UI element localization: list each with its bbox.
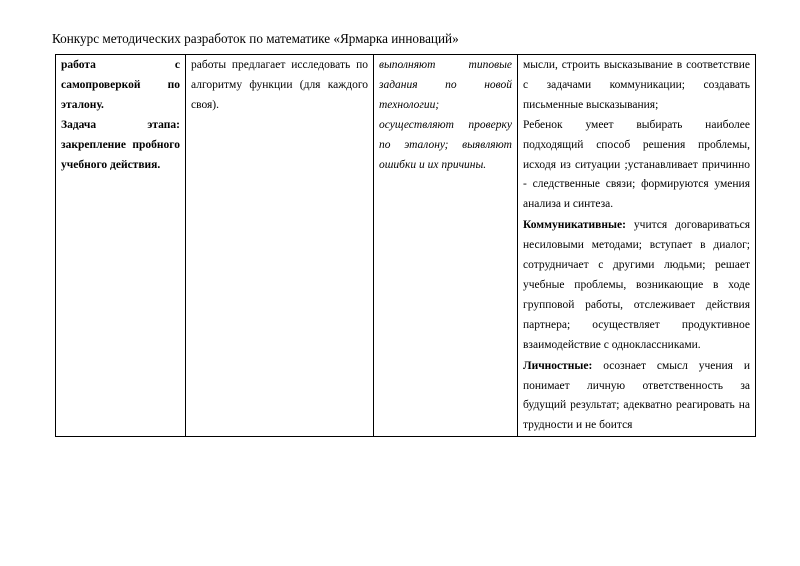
personal-text: осознает смысл учения и понимает личную ответственность за будущий результат; адекватно реагировать на трудности и не боится: [523, 359, 750, 432]
uud-paragraph-1: мысли, строить высказывание в соответствие с задачами коммуникации; создавать письменные высказывания;: [523, 59, 750, 111]
teacher-paragraph-1: работы предлагает исследовать по алгоритму функции (для каждого своя).: [191, 59, 368, 111]
uud-paragraph-personal: [523, 357, 750, 437]
cell-stage-task: [56, 55, 186, 437]
cell-learning-outcomes: [518, 55, 756, 437]
document-title: Конкурс методических разработок по математике «Ярмарка инноваций»: [52, 31, 459, 46]
communicative-text: учится договариваться несиловыми методами; вступает в диалог; сотрудничает с другими людьми; решает учебные проблемы, возникающие в ходе групповой работы, отслеживает действия партнера; осуществляет продуктивное взаимодействие с одноклассниками.: [523, 219, 750, 351]
cell-students-activity: [374, 55, 518, 437]
personal-label: Личностные:: [523, 359, 593, 372]
stage-paragraph-2: Задача этапа: закрепление пробного учебного действия.: [61, 118, 180, 171]
table-row: [56, 55, 756, 437]
communicative-label: Коммуникативные:: [523, 219, 626, 232]
cell-teacher-activity: [186, 55, 374, 437]
students-paragraph-2: осуществляют проверку по эталону; выявляют ошибки и их причины.: [379, 118, 512, 171]
uud-paragraph-communicative: [523, 216, 750, 355]
uud-paragraph-2: Ребенок умеет выбирать наиболее подходящий способ решения проблемы, исходя из ситуации ;устанавливает причинно - следственные связи; формируются умения анализа и синтеза.: [523, 118, 750, 211]
stage-paragraph-1: работа с самопроверкой по эталону.: [61, 59, 180, 111]
students-paragraph-1: выполняют типовые задания по новой технологии;: [379, 59, 512, 111]
content-table: [55, 54, 756, 437]
